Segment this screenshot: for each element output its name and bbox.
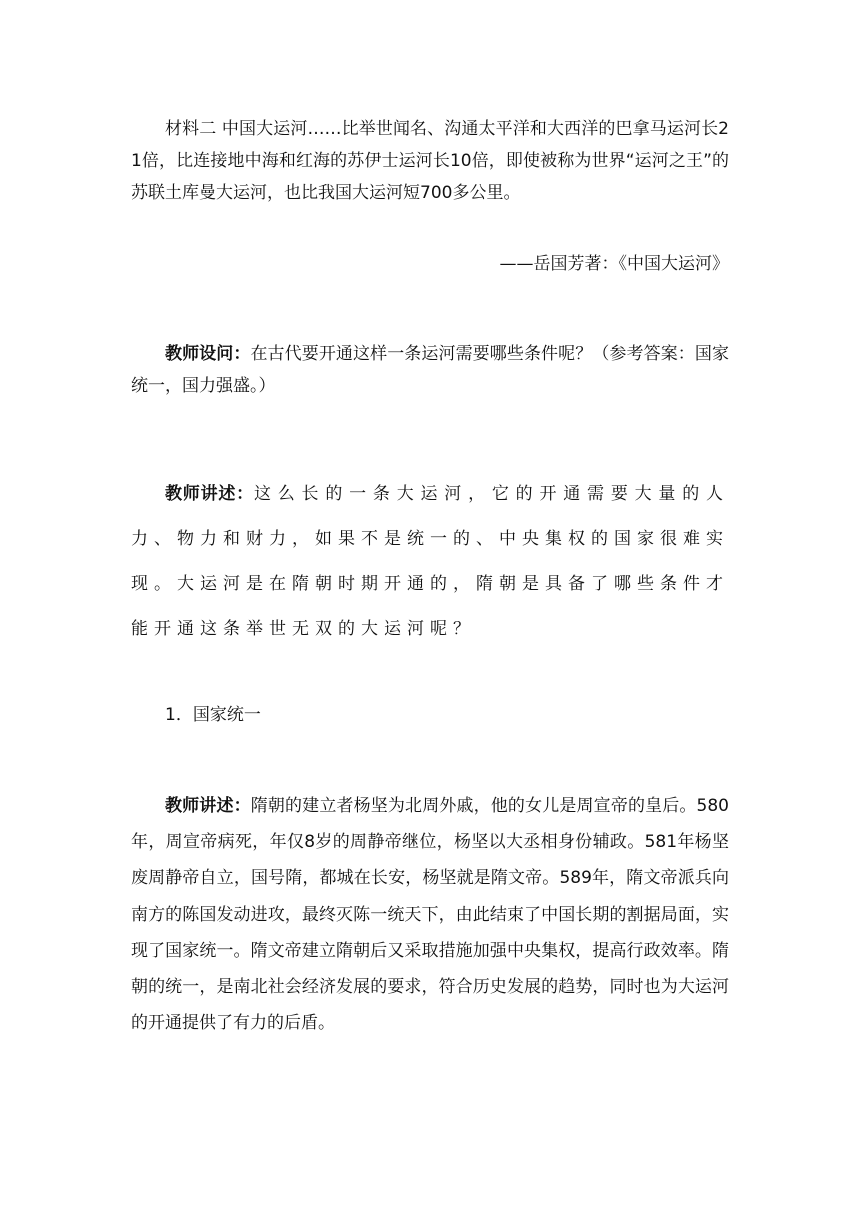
teacher-question-paragraph	[131, 338, 729, 402]
teacher-narration-label-1: 教师讲述：	[165, 484, 254, 504]
teacher-narration-text-2: 隋朝的建立者杨坚为北周外戚，他的女儿是周宣帝的皇后。580年，周宣帝病死，年仅8岁的周静帝继位，杨坚以大丞相身份辅政。581年杨坚废周静帝自立，国号隋，都城在长安，杨坚就是隋文帝。589年，隋文帝派兵向南方的陈国发动进攻，最终灭陈一统天下，由此结束了中国长期的割据局面，实现了国家统一。隋文帝建立隋朝后又采取措施加强中央集权，提高行政效率。隋朝的统一，是南北社会经济发展的要求，符合历史发展的趋势，同时也为大运河的开通提供了有力的后盾。	[131, 796, 729, 1034]
section-heading-text: 1．国家统一	[165, 705, 261, 725]
section-heading-national-unity	[131, 699, 729, 731]
teacher-narration-text-1: 这么长的一条大运河，它的开通需要大量的人力、物力和财力，如果不是统一的、中央集权的国家很难实现。大运河是在隋朝时期开通的，隋朝是具备了哪些条件才能开通这条举世无双的大运河呢？	[131, 484, 730, 639]
material-two-source	[131, 248, 729, 280]
material-two-source-text: ——岳国芳著：《中国大运河》	[499, 254, 729, 274]
teacher-narration-label-2: 教师讲述：	[165, 796, 251, 816]
teacher-question-text: 在古代要开通这样一条运河需要哪些条件呢？（参考答案：国家统一，国力强盛。）	[131, 344, 729, 396]
material-two-text: 材料二 中国大运河……比举世闻名、沟通太平洋和大西洋的巴拿马运河长21倍，比连接地中海和红海的苏伊士运河长10倍，即使被称为世界“运河之王”的苏联土库曼大运河，也比我国大运河短700多公里。	[131, 119, 729, 203]
teacher-narration-paragraph-2	[131, 788, 729, 1041]
teacher-question-label: 教师设问：	[165, 344, 251, 364]
teacher-narration-paragraph-1	[131, 472, 729, 652]
material-two-paragraph	[131, 113, 729, 209]
